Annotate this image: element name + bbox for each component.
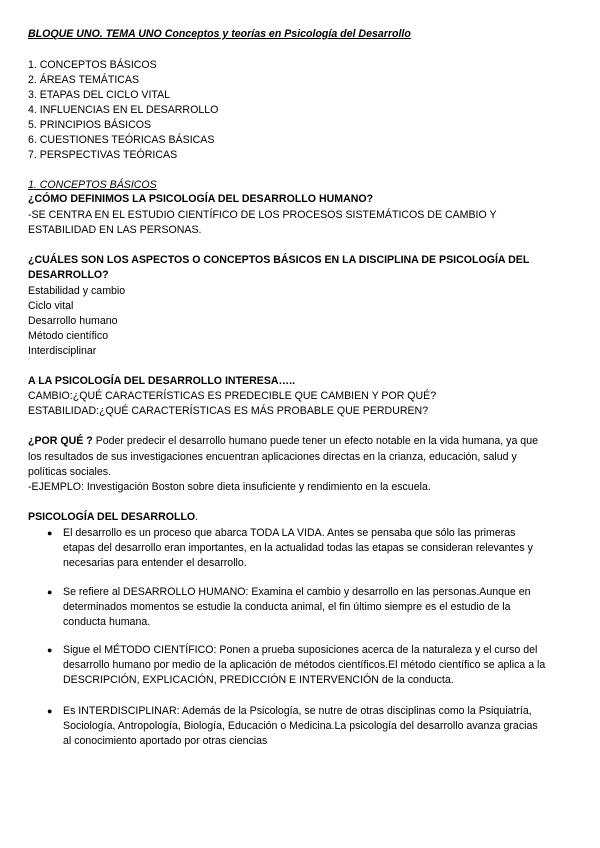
question-concepts-1: ¿CUÁLES SON LOS ASPECTOS O CONCEPTOS BÁSICOS EN LA DISCIPLINA DE PSICOLOGÍA DEL — [28, 254, 530, 266]
toc-item-7: 7. PERSPECTIVAS TEÓRICAS — [28, 149, 178, 161]
bullet-4-line-3: al conocimiento aportado por otras ciencias — [63, 735, 268, 747]
bullet-4-line-2: Sociología, Antropología, Biología, Educación o Medicina.La psicología del desarrollo avanza gracias — [63, 720, 538, 732]
bullet-2-line-2: determinados momentos se estudie la conducta animal, el fin último siempre es el estudio de la — [63, 601, 511, 613]
interest-heading: A LA PSICOLOGÍA DEL DESARROLLO INTERESA….. — [28, 375, 296, 387]
why-label: ¿POR QUÉ ? — [28, 435, 93, 447]
bullet-2-line-1: Se refiere al DESARROLLO HUMANO: Examina el cambio y desarrollo en las personas.Aunque en — [63, 586, 531, 598]
bullet-3-line-1: Sigue el MÉTODO CIENTÍFICO: Ponen a prueba suposiciones acerca de la naturaleza y el curso del — [63, 644, 538, 656]
bullet-1-line-2: etapas del desarrollo eran importantes, en la actualidad todas las etapas se consideran relevantes y — [63, 542, 533, 554]
interest-stability: ESTABILIDAD:¿QUÉ CARACTERÍSTICAS ES MÁS PROBABLE QUE PERDUREN? — [28, 405, 429, 417]
document-title: BLOQUE UNO. TEMA UNO Conceptos y teorías en Psicología del Desarrollo — [28, 28, 411, 40]
answer-line-2: ESTABILIDAD EN LAS PERSONAS. — [28, 224, 202, 236]
interest-change: CAMBIO:¿QUÉ CARACTERÍSTICAS ES PREDECIBLE QUE CAMBIEN Y POR QUÉ? — [28, 390, 437, 402]
concept-item: Desarrollo humano — [28, 315, 118, 327]
toc-item-3: 3. ETAPAS DEL CICLO VITAL — [28, 89, 171, 101]
psy-heading: PSICOLOGÍA DEL DESARROLLO — [28, 511, 196, 523]
concept-item: Ciclo vital — [28, 300, 74, 312]
answer-line-1: -SE CENTRA EN EL ESTUDIO CIENTÍFICO DE LOS PROCESOS SISTEMÁTICOS DE CAMBIO Y — [28, 209, 497, 221]
bullet-4-line-1: Es INTERDISCIPLINAR: Además de la Psicología, se nutre de otras disciplinas como la Psiquiatría, — [63, 705, 532, 717]
concept-item: Método científico — [28, 330, 109, 342]
bullet-icon: ● — [47, 645, 53, 655]
why-paragraph-line-1 — [28, 434, 538, 449]
toc-item-1: 1. CONCEPTOS BÁSICOS — [28, 59, 157, 71]
bullet-icon: ● — [47, 706, 53, 716]
bullet-1-line-1: El desarrollo es un proceso que abarca TODA LA VIDA. Antes se pensaba que sólo las primeras — [63, 527, 516, 539]
bullet-3-line-2: desarrollo humano por medio de la aplicación de métodos científicos.El método científico se aplica a la — [63, 659, 546, 671]
question-concepts-2: DESARROLLO? — [28, 269, 109, 281]
toc-item-2: 2. ÁREAS TEMÁTICAS — [28, 74, 140, 86]
psy-heading-line — [28, 510, 198, 525]
bullet-2-line-3: conducta humana. — [63, 616, 151, 628]
question-definition: ¿CÓMO DEFINIMOS LA PSICOLOGÍA DEL DESARROLLO HUMANO? — [28, 193, 374, 205]
bullet-icon: ● — [47, 528, 53, 538]
toc-item-6: 6. CUESTIONES TEÓRICAS BÁSICAS — [28, 134, 215, 146]
concept-item: Estabilidad y cambio — [28, 285, 126, 297]
example-line: -EJEMPLO: Investigación Boston sobre dieta insuficiente y rendimiento en la escuela. — [28, 481, 431, 493]
psy-dot: . — [195, 511, 199, 523]
concept-item: Interdisciplinar — [28, 345, 97, 357]
bullet-3-line-3: DESCRIPCIÓN, EXPLICACIÓN, PREDICCIÓN E INTERVENCIÓN de la conducta. — [63, 674, 454, 686]
bullet-1-line-3: necesarias para entender el desarrollo. — [63, 557, 247, 569]
why-text: Poder predecir el desarrollo humano puede tener un efecto notable en la vida humana, ya que — [92, 435, 538, 447]
why-paragraph-line-2: los resultados de sus investigaciones encuentran aplicaciones directas en la crianza, educación, salud y — [28, 451, 517, 463]
toc-item-4: 4. INFLUENCIAS EN EL DESARROLLO — [28, 104, 219, 116]
why-paragraph-line-3: políticas sociales. — [28, 466, 112, 478]
toc-item-5: 5. PRINCIPIOS BÁSICOS — [28, 119, 152, 131]
bullet-icon: ● — [47, 587, 53, 597]
section-heading: 1. CONCEPTOS BÁSICOS — [28, 179, 157, 191]
